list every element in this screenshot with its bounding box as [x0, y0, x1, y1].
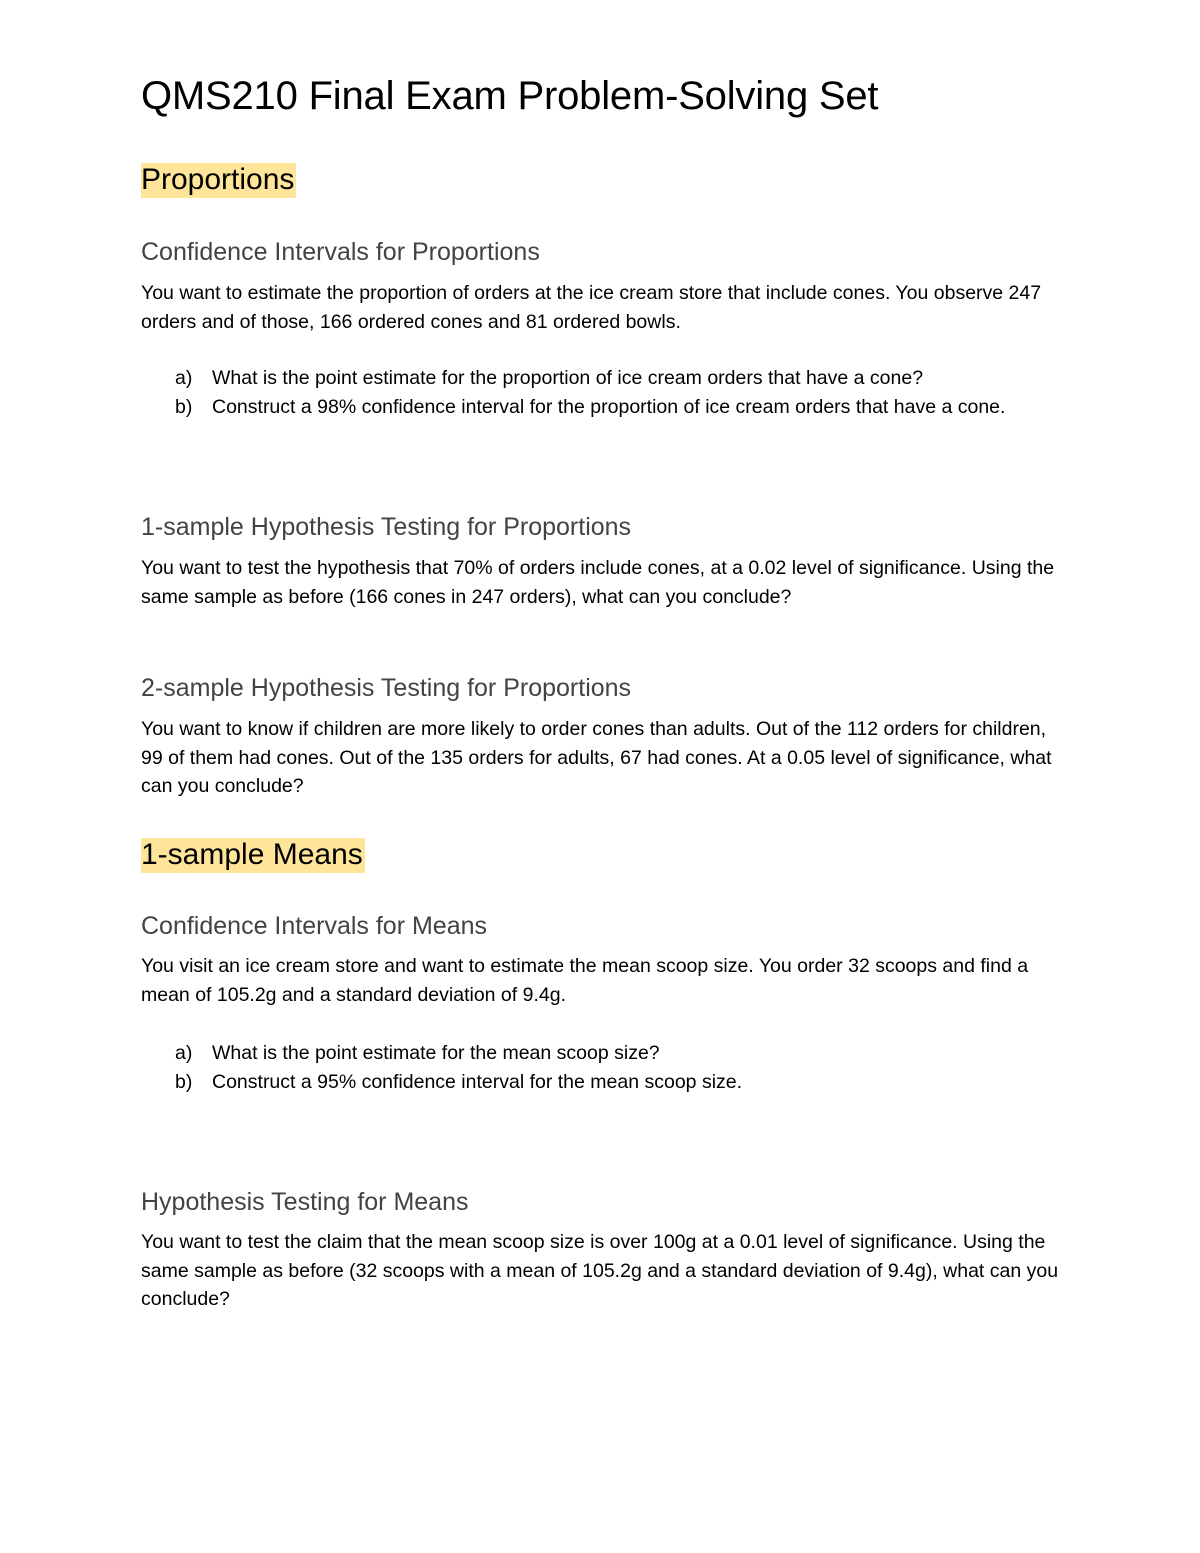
- highlighted-heading-text: 1-sample Means: [141, 838, 363, 871]
- question-item: [141, 364, 1066, 393]
- problem-text-hypothesis-testing-means: You want to test the claim that the mean scoop size is over 100g at a 0.01 level of significance. Using the same sample as before (32 scoops with a mean of 105.2g and a standard deviation of 9.4g), what can you conclude?: [141, 1231, 1059, 1310]
- question-item: [141, 1068, 1066, 1097]
- subheading-2-sample-hypothesis-proportions: 2-sample Hypothesis Testing for Proportions: [141, 674, 632, 702]
- question-marker: a): [175, 1042, 193, 1064]
- question-text: Construct a 98% confidence interval for the proportion of ice cream orders that have a cone.: [212, 395, 1006, 418]
- problem-text-ci-means: You visit an ice cream store and want to estimate the mean scoop size. You order 32 scoops and find a mean of 105.2g and a standard deviation of 9.4g.: [141, 955, 1029, 1006]
- document-title: QMS210 Final Exam Problem-Solving Set: [141, 74, 879, 118]
- problem-text-ci-proportions: You want to estimate the proportion of orders at the ice cream store that include cones. You observe 247 orders and of those, 166 ordered cones and 81 ordered bowls.: [141, 282, 1042, 333]
- question-marker: a): [175, 367, 193, 389]
- section-heading-proportions: [141, 161, 296, 199]
- question-marker: b): [175, 1070, 193, 1093]
- subheading-confidence-intervals-proportions: Confidence Intervals for Proportions: [141, 238, 540, 266]
- question-list-ci-means: [141, 1039, 1066, 1096]
- question-marker: b): [175, 395, 193, 418]
- question-text: What is the point estimate for the mean scoop size?: [212, 1042, 660, 1064]
- question-text: What is the point estimate for the proportion of ice cream orders that have a cone?: [212, 367, 924, 389]
- subheading-hypothesis-testing-means: Hypothesis Testing for Means: [141, 1188, 469, 1216]
- question-item: [141, 1039, 1066, 1068]
- subheading-confidence-intervals-means: Confidence Intervals for Means: [141, 912, 488, 940]
- question-item: [141, 393, 1066, 422]
- subheading-1-sample-hypothesis-proportions: 1-sample Hypothesis Testing for Proportions: [141, 513, 632, 541]
- problem-text-1-sample-hypothesis-proportions: You want to test the hypothesis that 70% of orders include cones, at a 0.02 level of significance. Using the same sample as before (166 cones in 247 orders), what can you conclude?: [141, 557, 1055, 608]
- section-heading-1-sample-means: [141, 836, 365, 874]
- highlighted-heading-text: Proportions: [141, 163, 295, 196]
- question-text: Construct a 95% confidence interval for the mean scoop size.: [212, 1070, 743, 1093]
- problem-text-2-sample-hypothesis-proportions: You want to know if children are more likely to order cones than adults. Out of the 112 orders for children, 99 of them had cones. Out of the 135 orders for adults, 67 had cones. At a 0.05 level of significance, what can you conclude?: [141, 718, 1052, 797]
- question-list-ci-proportions: [141, 364, 1066, 421]
